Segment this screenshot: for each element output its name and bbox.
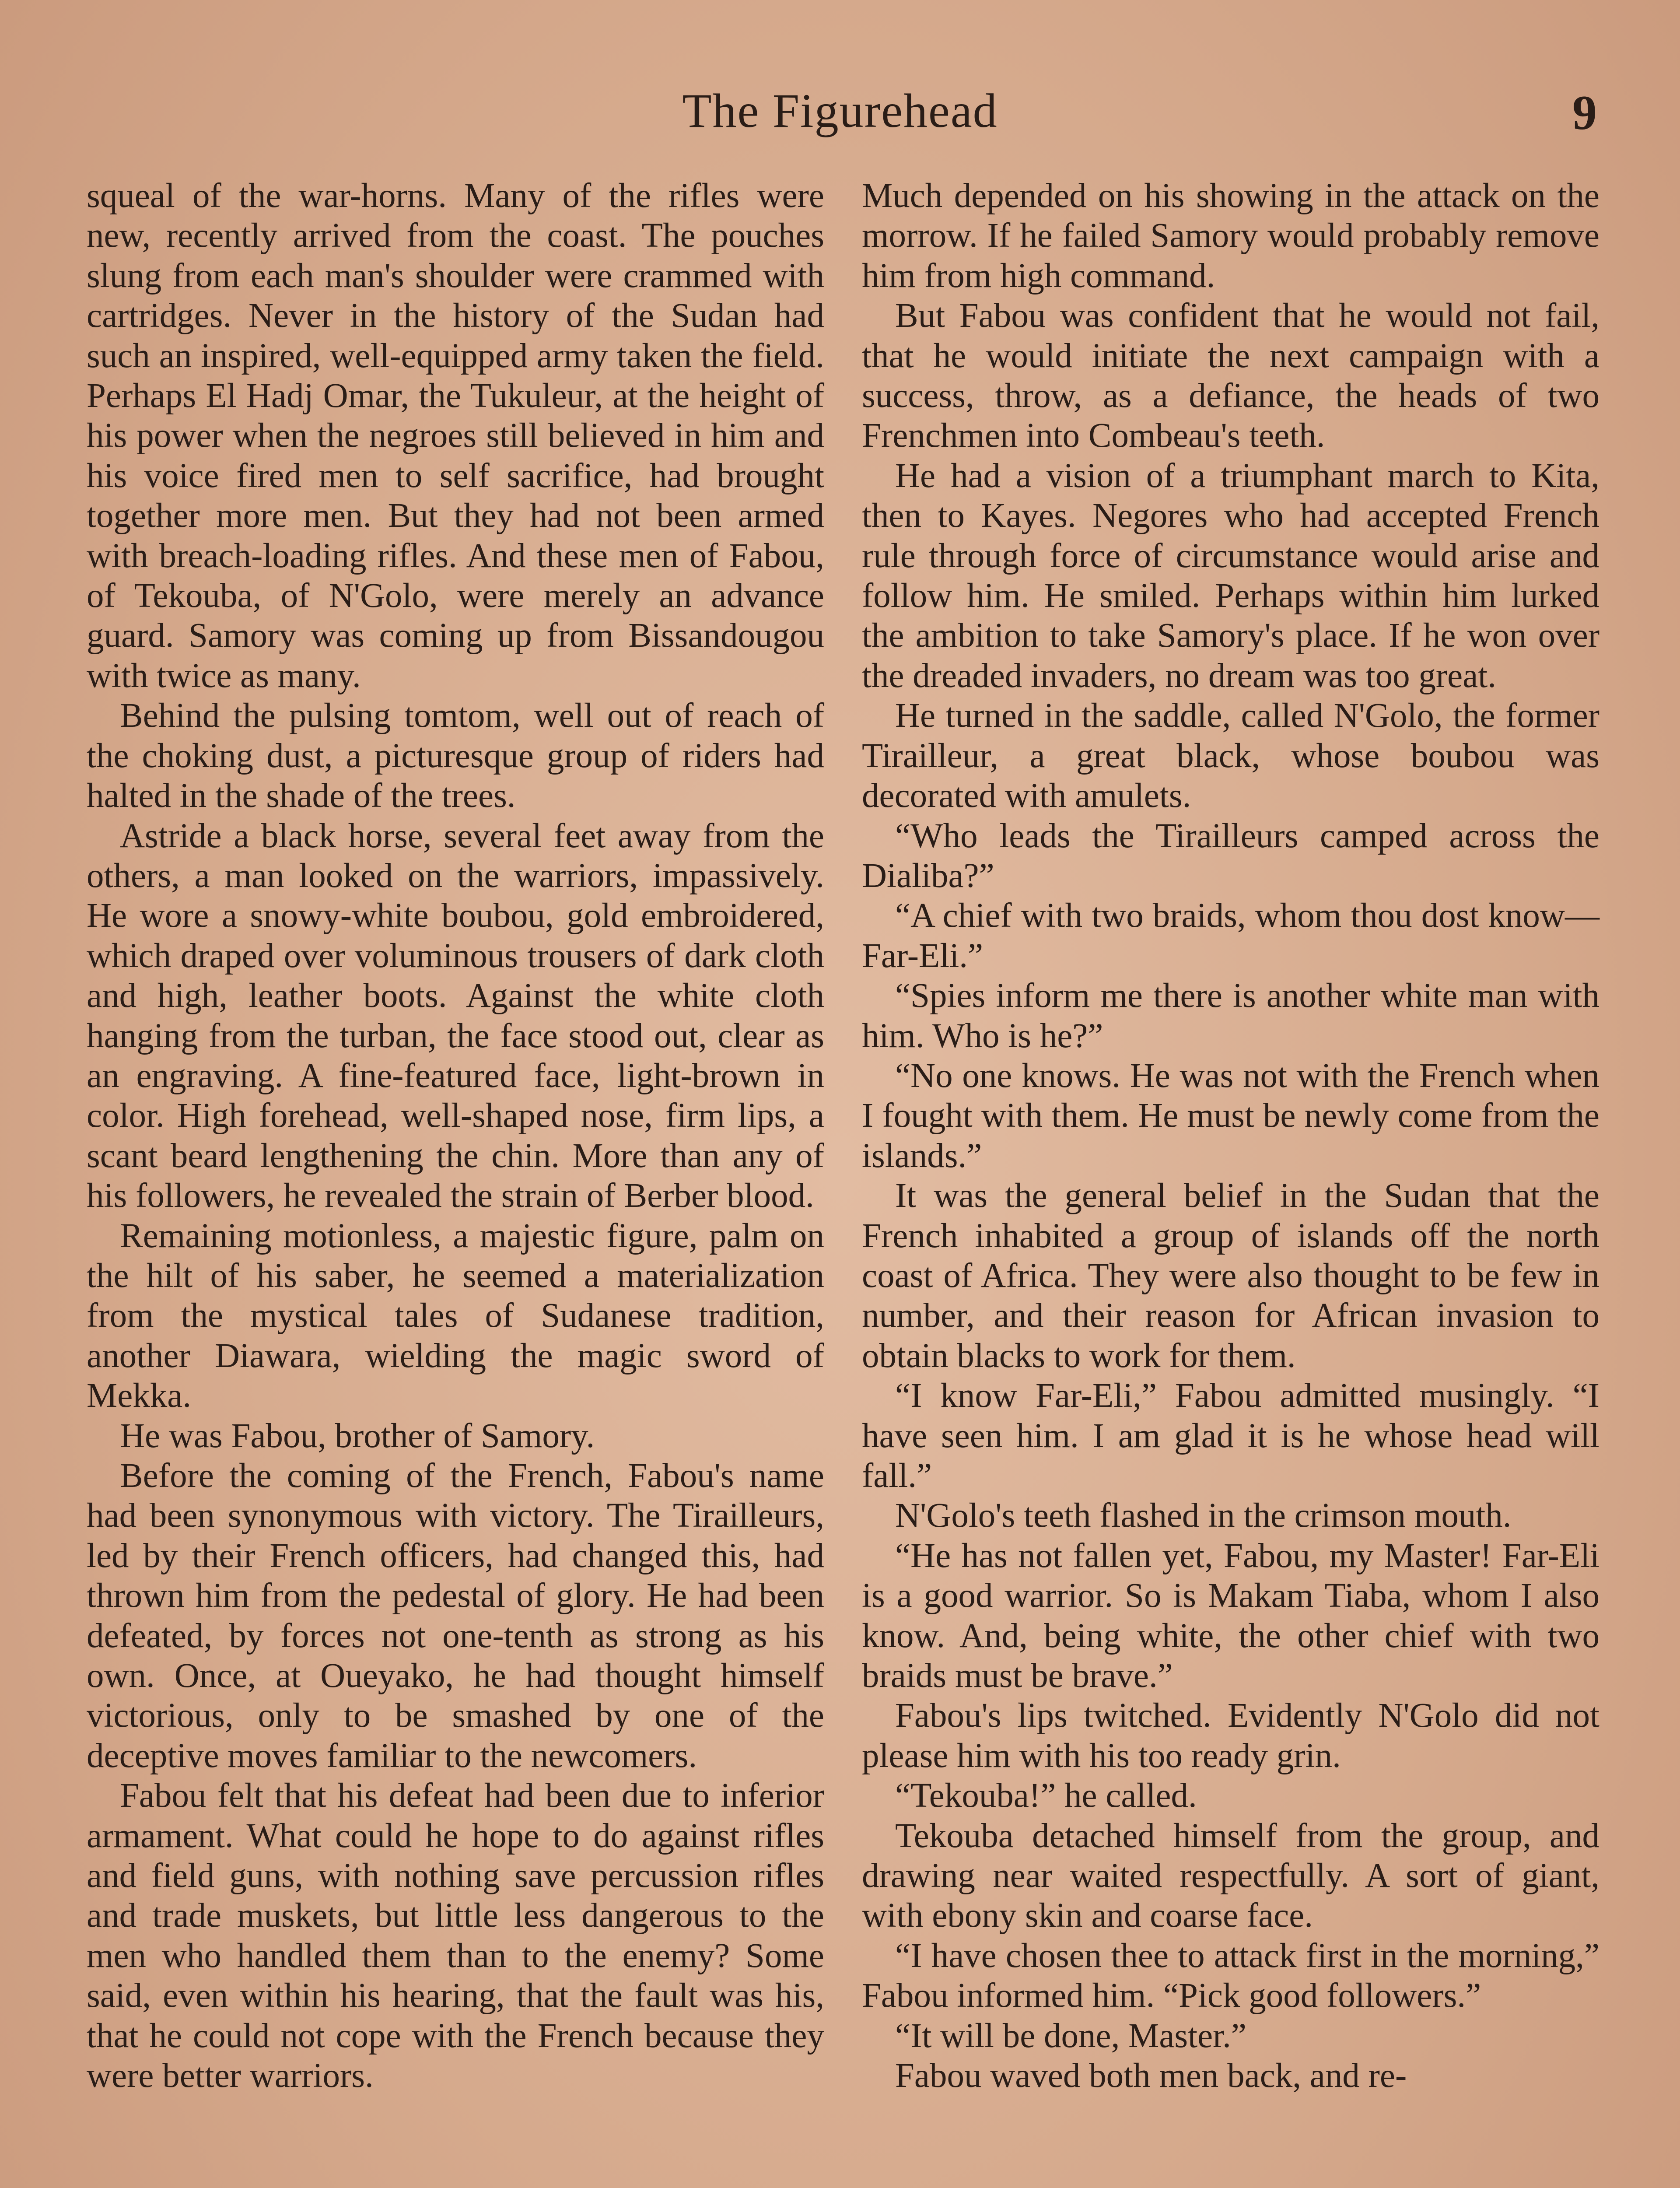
- paragraph: Fabou felt that his defeat had been due to inferior armament. What could he hope to do against rifles and field guns, with nothing save percussion rifles and trade muskets, but little less dangerous to the men who handled them than to the enemy? Some said, even within his hearing, that the fault was his, that he could not cope with the French because they were better warriors.: [87, 1777, 824, 2095]
- paragraph: “A chief with two braids, whom thou dost know—Far-Eli.”: [862, 897, 1600, 975]
- paragraph: “He has not fallen yet, Fabou, my Master! Far-Eli is a good warrior. So is Makam Tiaba, whom I also know. And, being white, the other chief with two braids must be brave.”: [862, 1536, 1600, 1695]
- paragraph: He turned in the saddle, called N'Golo, the former Tirailleur, a great black, whose boubou was decorated with amulets.: [862, 697, 1600, 815]
- paragraph: Before the coming of the French, Fabou's name had been synonymous with victory. The Tirailleurs, led by their French officers, had changed this, had thrown him from the pedestal of glory. He had been defeated, by forces not one-tenth as strong as his own. Once, at Oueyako, he had thought himself victorious, only to be smashed by one of the deceptive moves familiar to the newcomers.: [87, 1457, 824, 1775]
- running-head: [83, 83, 1597, 149]
- paragraph: Remaining motionless, a majestic figure, palm on the hilt of his saber, he seemed a materialization from the mystical tales of Sudanese tradition, another Diawara, wielding the magic sword of Mekka.: [87, 1217, 824, 1415]
- paragraph: “Spies inform me there is another white man with him. Who is he?”: [862, 977, 1600, 1055]
- paragraph: “Who leads the Tirailleurs camped across the Dialiba?”: [862, 817, 1600, 895]
- paragraph: “Tekouba!” he called.: [895, 1777, 1197, 1815]
- paragraph: Behind the pulsing tomtom, well out of reach of the choking dust, a picturesque group of riders had halted in the shade of the trees.: [87, 697, 824, 815]
- right-column: [862, 176, 1600, 2096]
- paragraph: “I know Far-Eli,” Fabou admitted musingly. “I have seen him. I am glad it is he whose head will fall.”: [862, 1377, 1600, 1495]
- paragraph: It was the general belief in the Sudan that the French inhabited a group of islands off the north coast of Africa. They were also thought to be few in number, and their reason for African invasion to obtain blacks to work for them.: [862, 1177, 1600, 1375]
- paragraph: “I have chosen thee to attack first in the morning,” Fabou informed him. “Pick good followers.”: [862, 1936, 1600, 2015]
- story-title: The Figurehead: [682, 84, 998, 137]
- paragraph: Fabou's lips twitched. Evidently N'Golo did not please him with his too ready grin.: [862, 1697, 1600, 1775]
- paragraph: “No one knows. He was not with the French when I fought with them. He must be newly come from the islands.”: [862, 1056, 1600, 1175]
- paragraph: He was Fabou, brother of Samory.: [120, 1417, 595, 1455]
- paragraph: “It will be done, Master.”: [895, 2016, 1246, 2055]
- paragraph: Much depended on his showing in the attack on the morrow. If he failed Samory would probably remove him from high command.: [862, 177, 1600, 295]
- left-column: [87, 176, 824, 2096]
- paragraph: Tekouba detached himself from the group, and drawing near waited respectfully. A sort of giant, with ebony skin and coarse face.: [862, 1816, 1600, 1935]
- paragraph: Astride a black horse, several feet away from the others, a man looked on the warriors, impassively. He wore a snowy-white boubou, gold embroidered, which draped over voluminous trousers of dark cloth and high, leather boots. Against the white cloth hanging from the turban, the face stood out, clear as an engraving. A fine-featured face, light-brown in color. High forehead, well-shaped nose, firm lips, a scant beard lengthening the chin. More than any of his followers, he revealed the strain of Berber blood.: [87, 817, 824, 1215]
- paragraph: But Fabou was confident that he would not fail, that he would initiate the next campaign with a success, throw, as a defiance, the heads of two Frenchmen into Combeau's teeth.: [862, 297, 1600, 455]
- page-number: 9: [1572, 86, 1597, 140]
- paragraph: N'Golo's teeth flashed in the crimson mouth.: [895, 1497, 1512, 1535]
- paragraph: squeal of the war-horns. Many of the rifles were new, recently arrived from the coast. The pouches slung from each man's shoulder were crammed with cartridges. Never in the history of the Sudan had such an inspired, well-equipped army taken the field. Perhaps El Hadj Omar, the Tukuleur, at the height of his power when the negroes still believed in him and his voice fired men to self sacrifice, had brought together more men. But they had not been armed with breach-loading rifles. And these men of Fabou, of Tekouba, of N'Golo, were merely an advance guard. Samory was coming up from Bissandougou with twice as many.: [87, 177, 824, 695]
- paragraph: Fabou waved both men back, and re-: [895, 2057, 1407, 2095]
- paragraph: He had a vision of a triumphant march to Kita, then to Kayes. Negores who had accepted French rule through force of circumstance would arise and follow him. He smiled. Perhaps within him lurked the ambition to take Samory's place. If he won over the dreaded invaders, no dream was too great.: [862, 456, 1600, 695]
